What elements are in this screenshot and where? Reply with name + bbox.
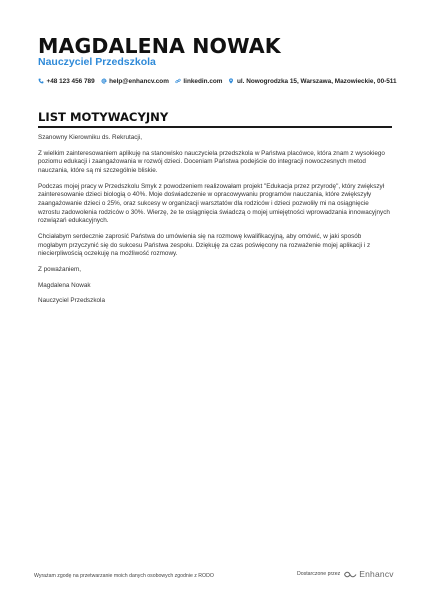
- link-icon: [175, 78, 181, 84]
- phone-icon: [38, 78, 44, 84]
- letter-closing: Z poważaniem,: [38, 265, 82, 273]
- letter-paragraph-3: Chciałabym serdecznie zaprosić Państwa do umówienia się na rozmowę kwalifikacyjną, aby omówić, w jaki sposób mogłabym przyczynić się do sukcesu Państwa zespołu. Dziękuję za czas poświęcony na rozważenie mojej aplikacji i z niecierpliwością oczekuję na możliwość rozmowy.: [38, 232, 371, 258]
- contact-phone: [38, 78, 95, 85]
- address-text: ul. Nowogrodzka 15, Warszawa, Mazowieckie, 00-511: [236, 77, 397, 85]
- signature-name: Magdalena Nowak: [38, 281, 91, 289]
- letter-body: [38, 134, 390, 313]
- contact-bar: [38, 75, 403, 87]
- location-pin-icon: [228, 78, 234, 84]
- signature-title: Nauczyciel Przedszkola: [38, 297, 105, 305]
- letter-greeting: Szanowny Kierowniku ds. Rekrutacji,: [38, 134, 143, 141]
- enhancv-logo-icon: [344, 571, 357, 578]
- at-sign-icon: [101, 78, 107, 84]
- brand-name: Enhancv: [359, 569, 394, 579]
- powered-by: [297, 569, 394, 579]
- gdpr-consent: Wyrażam zgodę na przetwarzanie moich danych osobowych zgodnie z RODO: [34, 573, 214, 579]
- candidate-name: MAGDALENA NOWAK: [38, 34, 281, 58]
- section-title: LIST MOTYWACYJNY: [38, 110, 169, 124]
- contact-email[interactable]: [101, 78, 169, 85]
- letter-paragraph-1: Z wielkim zainteresowaniem aplikuję na stanowisko nauczyciela przedszkola w Państwa placówce, która znam z wysokiego poziomu edukacji i zaangażowania w rozwój dzieci. Doceniam Państwa podejście do integracji nowoczesnych metod nauczania, które są mi szczególnie bliskie.: [38, 149, 385, 174]
- phone-text: +48 123 456 789: [46, 77, 95, 85]
- contact-linkedin[interactable]: [175, 78, 223, 85]
- section-divider: [38, 126, 392, 128]
- candidate-role: Nauczyciel Przedszkola: [38, 56, 156, 68]
- linkedin-link[interactable]: linkedin.com: [183, 77, 223, 85]
- email-link[interactable]: help@enhancv.com: [109, 77, 169, 85]
- powered-by-label: Dostarczone przez: [297, 571, 341, 577]
- letter-paragraph-2: Podczas mojej pracy w Przedszkolu Smyk z powodzeniem realizowałam projekt "Edukacja przez przyrodę", który zwiększył zainteresowanie dzieci biologią o 40%. Moje doświadczenie w opracowywaniu programów nauczania, które zwiększyły zaangażowanie dzieci o 25%, oraz sukcesy w organizacji warsztatów dla rodziców i dzieci pozwoliły mi na osiągnięcie wzrostu zadowolenia rodziców o 30%. Wierzę, że te osiągnięcia świadczą o mojej umiejętności wprowadzania innowacyjnych rozwiązań edukacyjnych.: [38, 182, 390, 225]
- contact-address: [228, 78, 396, 85]
